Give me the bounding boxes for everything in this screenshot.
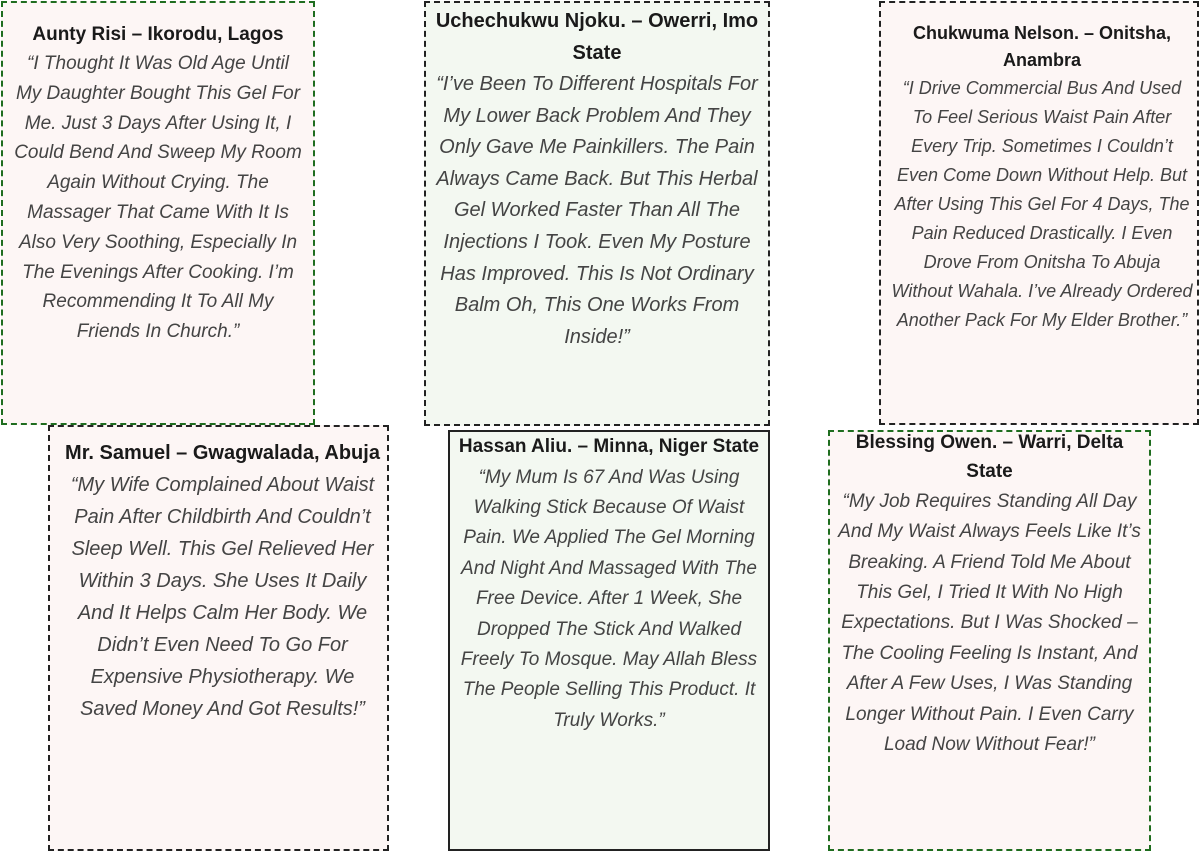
testimonial-quote: “I Thought It Was Old Age Until My Daughter Bought This Gel For Me. Just 3 Days After Using It, I Could Bend And Sweep My Room Again Without Crying. The Massager That Came With It Is Also Very Soothing, Especially In The Evenings After Cooking. I’m Recommending It To All My Friends In Church.” [14,53,302,343]
testimonial-quote: “I’ve Been To Different Hospitals For My Lower Back Problem And They Only Gave Me Painkillers. The Pain Always Came Back. But This Herbal Gel Worked Faster Than All The Injections I Took. Even My Posture Has Improved. This Is Not Ordinary Balm Oh, This One Works From Inside!” [436,73,758,348]
testimonial-quote: “My Job Requires Standing All Day And My Waist Always Feels Like It’s Breaking. A Friend Told Me About This Gel, I Tried It With No High Expectations. But I Was Shocked – The Cooling Feeling Is Instant, And After A Few Uses, I Was Standing Longer Without Pain. I Even Carry Load Now Without Fear!” [838,490,1141,756]
testimonial-card [448,430,770,851]
testimonial-card [828,430,1151,851]
testimonial-card [48,425,389,851]
testimonial-quote: “My Mum Is 67 And Was Using Walking Stick Because Of Waist Pain. We Applied The Gel Morning And Night And Massaged With The Free Device. After 1 Week, She Dropped The Stick And Walked Freely To Mosque. May Allah Bless The People Selling This Product. It Truly Works.” [460,466,758,731]
testimonial-card [1,1,315,425]
testimonial-author: Aunty Risi – Ikorodu, Lagos [32,24,284,45]
testimonial-quote: “I Drive Commercial Bus And Used To Feel Serious Waist Pain After Every Trip. Sometimes I Couldn’t Even Come Down Without Help. But After Using This Gel For 4 Days, The Pain Reduced Drastically. I Even Drove From Onitsha To Abuja Without Wahala. I’ve Already Ordered Another Pack For My Elder Brother.” [891,78,1193,330]
testimonial-author: Uchechukwu Njoku. – Owerri, Imo State [435,10,759,64]
testimonial-author: Blessing Owen. – Warri, Delta State [855,432,1124,483]
testimonial-card [879,1,1199,425]
testimonial-card [424,1,770,426]
testimonial-quote: “My Wife Complained About Waist Pain After Childbirth And Couldn’t Sleep Well. This Gel Relieved Her Within 3 Days. She Uses It Daily And It Helps Calm Her Body. We Didn’t Even Need To Go For Expensive Physiotherapy. We Saved Money And Got Results!” [70,474,375,720]
testimonial-author: Hassan Aliu. – Minna, Niger State [458,436,760,457]
testimonial-author: Chukwuma Nelson. – Onitsha, Anambra [912,23,1172,70]
testimonial-author: Mr. Samuel – Gwagwalada, Abuja [65,442,380,464]
